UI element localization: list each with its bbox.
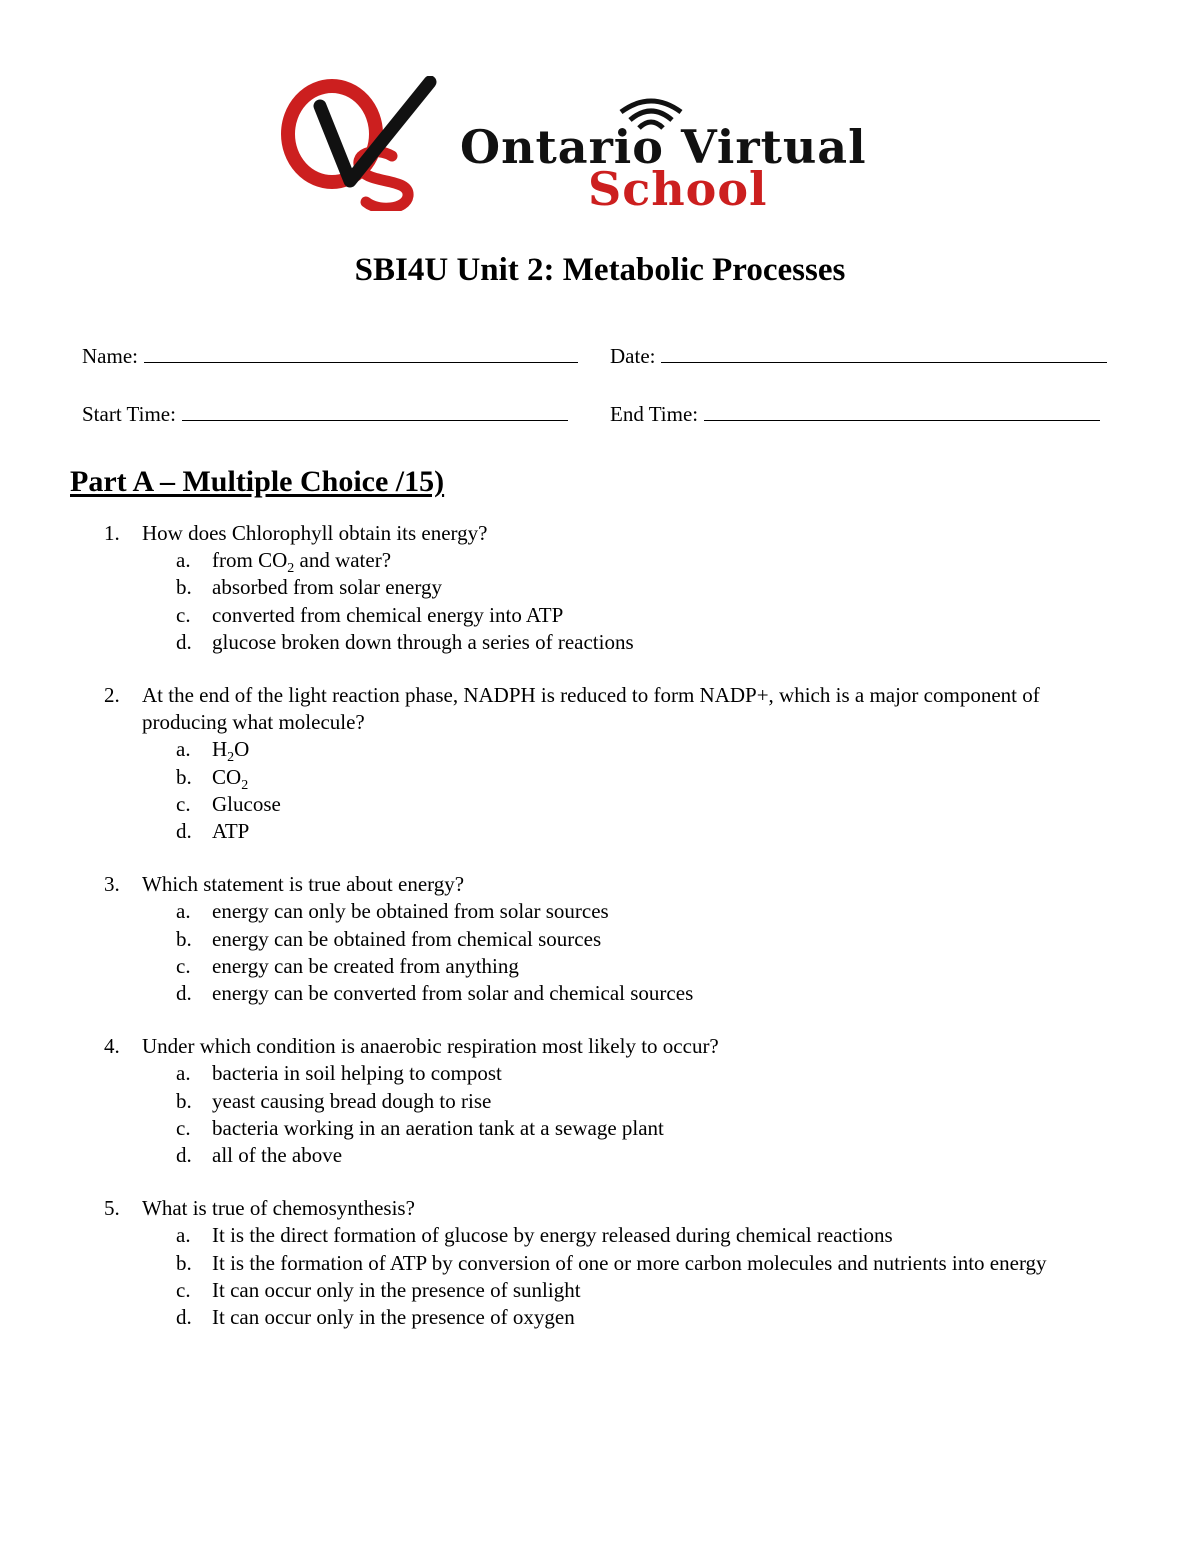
option-letter: c. <box>176 1115 191 1140</box>
option-letter: b. <box>176 1250 192 1275</box>
answer-option[interactable] <box>0 1222 1200 1249</box>
question-2 <box>0 682 1200 845</box>
option-letter: d. <box>176 819 192 844</box>
option-letter: b. <box>176 926 192 951</box>
answer-option[interactable] <box>0 791 1200 818</box>
question-1 <box>0 520 1200 656</box>
option-letter: c. <box>176 602 191 627</box>
option-text: absorbed from solar energy <box>212 575 442 600</box>
option-letter: a. <box>176 548 191 573</box>
question-number: 3. <box>104 872 120 897</box>
option-letter: a. <box>176 1061 191 1086</box>
answer-option[interactable] <box>0 1142 1200 1169</box>
option-text: converted from chemical energy into ATP <box>212 602 564 627</box>
option-letter: a. <box>176 1223 191 1248</box>
answer-option[interactable] <box>0 1250 1200 1277</box>
question-text: What is true of chemosynthesis? <box>142 1196 415 1221</box>
question-5 <box>0 1195 1200 1331</box>
question-3 <box>0 871 1200 1007</box>
option-text: $H_2O$ <box>212 737 250 766</box>
option-letter: b. <box>176 1088 192 1113</box>
option-letter: b. <box>176 575 192 600</box>
start-time-blank[interactable] <box>182 402 568 421</box>
question-text: Under which condition is anaerobic respiration most likely to occur? <box>142 1034 719 1059</box>
option-letter: c. <box>176 953 191 978</box>
answer-option[interactable] <box>0 926 1200 953</box>
answer-option[interactable] <box>0 574 1200 601</box>
question-number: 2. <box>104 683 120 708</box>
school-logo <box>280 76 940 216</box>
option-text: glucose broken down through a series of reactions <box>212 629 634 654</box>
option-letter: d. <box>176 981 192 1006</box>
question-list <box>0 520 1200 1357</box>
name-label: Name: <box>82 344 138 368</box>
date-field[interactable] <box>610 344 1107 369</box>
date-blank[interactable] <box>661 344 1107 363</box>
answer-option[interactable] <box>0 818 1200 845</box>
option-letter: d. <box>176 1143 192 1168</box>
question-text: Which statement is true about energy? <box>142 872 465 897</box>
option-text: It can occur only in the presence of oxygen <box>212 1305 575 1330</box>
answer-option[interactable] <box>0 898 1200 925</box>
start-time-field[interactable] <box>82 402 568 427</box>
answer-option[interactable] <box>0 547 1200 577</box>
question-number: 4. <box>104 1034 120 1059</box>
option-letter: d. <box>176 1305 192 1330</box>
question-number: 1. <box>104 521 120 545</box>
answer-option[interactable] <box>0 764 1200 791</box>
option-text: energy can be converted from solar and chemical sources <box>212 981 694 1006</box>
option-letter: a. <box>176 899 191 924</box>
question-number: 5. <box>104 1196 120 1221</box>
option-text: $CO_2$ <box>212 764 249 793</box>
part-a-heading: Part A – Multiple Choice /15) <box>70 465 445 498</box>
answer-option[interactable] <box>0 1088 1200 1115</box>
option-letter: b. <box>176 764 192 789</box>
date-label: Date: <box>610 344 656 368</box>
option-text: It can occur only in the presence of sunlight <box>212 1277 581 1302</box>
answer-option[interactable] <box>0 629 1200 656</box>
question-text: How does Chlorophyll obtain its energy? <box>142 521 488 545</box>
option-text: It is the formation of ATP by conversion of one or more carbon molecules and nutrients into energy <box>212 1250 1047 1275</box>
option-text: energy can only be obtained from solar sources <box>212 899 609 924</box>
option-text: yeast causing bread dough to rise <box>212 1088 492 1113</box>
option-text: Glucose <box>212 791 281 816</box>
option-letter: d. <box>176 629 192 654</box>
option-letter: c. <box>176 791 191 816</box>
option-text: bacteria working in an aeration tank at a sewage plant <box>212 1115 664 1140</box>
ovs-checkmark-icon <box>280 76 440 211</box>
name-blank[interactable] <box>144 344 578 363</box>
option-text: energy can be obtained from chemical sources <box>212 926 602 951</box>
answer-option[interactable] <box>0 953 1200 980</box>
question-text: At the end of the light reaction phase, NADPH is reduced to form NADP+, which is a major component of producing what molecule? <box>142 683 1040 735</box>
answer-option[interactable] <box>0 1304 1200 1331</box>
option-text: energy can be created from anything <box>212 953 519 978</box>
end-time-field[interactable] <box>610 402 1100 427</box>
end-time-blank[interactable] <box>704 402 1100 421</box>
answer-option[interactable] <box>0 1277 1200 1304</box>
question-4 <box>0 1033 1200 1169</box>
option-text: bacteria in soil helping to compost <box>212 1061 502 1086</box>
answer-option[interactable] <box>0 980 1200 1007</box>
option-letter: a. <box>176 737 191 762</box>
start-time-label: Start Time: <box>82 402 176 426</box>
option-letter: c. <box>176 1277 191 1302</box>
answer-option[interactable] <box>0 736 1200 766</box>
option-text: ATP <box>212 819 250 844</box>
answer-option[interactable] <box>0 1115 1200 1142</box>
answer-option[interactable] <box>0 602 1200 629</box>
option-text: from $CO_2$ and water? <box>212 548 392 577</box>
name-field[interactable] <box>82 344 578 369</box>
logo-name-line2: School <box>588 162 768 216</box>
option-text: all of the above <box>212 1143 343 1168</box>
logo-name-line1: Ontario Virtual <box>460 120 867 174</box>
option-text: It is the direct formation of glucose by energy released during chemical reactions <box>212 1223 893 1248</box>
end-time-label: End Time: <box>610 402 699 426</box>
page-title: SBI4U Unit 2: Metabolic Processes <box>354 252 846 288</box>
answer-option[interactable] <box>0 1060 1200 1087</box>
